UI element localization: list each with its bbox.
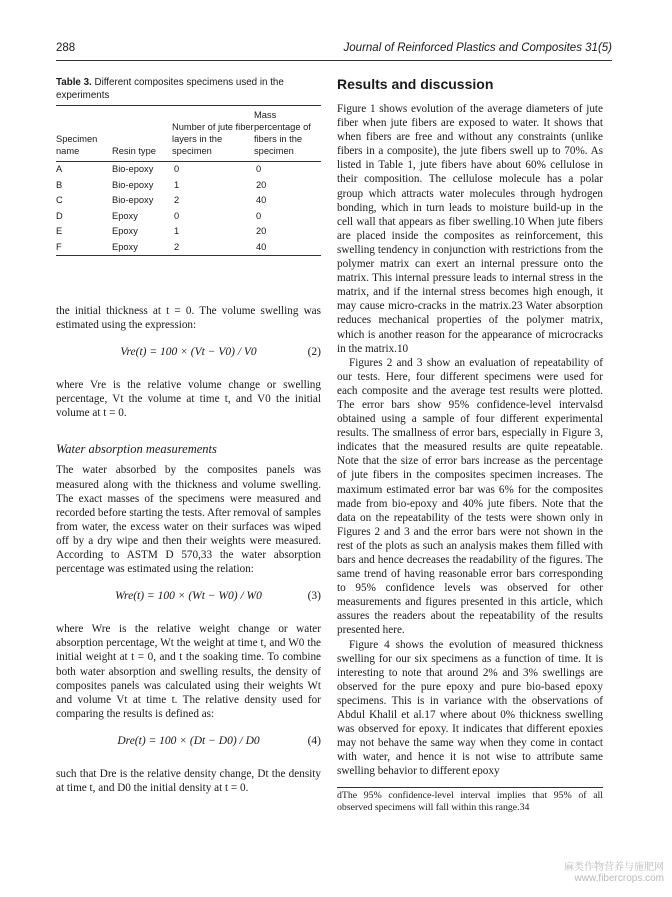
body-paragraph: where Wre is the relative weight change or water absorption percentage, Wt the weight at time t, and W0 the initial weight at t = 0, and t the soaking time. To combine both water absorption and swelling results, the density of composites panels was calculated using their weights Wt and volume Vt at time t. The relative density used for comparing the results is defined as: [56,623,321,720]
cell-specimen: A [56,164,63,174]
running-header [56,42,612,58]
cell-resin: Bio-epoxy [112,164,154,174]
equation-number: (3) [307,590,321,603]
cell-layers: 1 [174,226,180,236]
cell-resin: Bio-epoxy [112,195,154,205]
equation-number: (4) [307,734,321,747]
cell-specimen: F [56,241,62,252]
cell-mass: 40 [256,195,267,205]
body-paragraph: Figure 4 shows the evolution of measured thickness swelling for our six specimens as a function of time. It is interesting to note that around 2% and 3% swellings are observed for the pure epoxy and pure bio-based epoxy specimens. This is in variance with the observations of Abdul Khalil et al.17 where about 0% thickness swelling was observed for epoxy. It indicates that different epoxies may not behave the same way when they come in contact with water, and hence it is not wise to attribute same swelling behavior to different epoxy [337,638,603,778]
cell-specimen: C [56,195,63,205]
cell-resin: Epoxy [112,226,138,236]
right-column [337,76,603,814]
equation-expression: Vre(t) = 100 × (Vt − V0) / V0 [120,346,257,359]
table-row [56,178,321,194]
col-header-mass: Mass percentage of fibers in the specimen [254,110,311,156]
table-label: Table 3. [56,77,92,88]
table-header-row [56,106,321,162]
body-paragraph: such that Dre is the relative density change, Dt the density at time t, and D0 the initial density at t = 0. [56,767,321,794]
cell-resin: Epoxy [112,241,138,252]
cell-layers: 0 [174,210,180,221]
col-header-specimen: Specimen name [56,134,98,156]
table-row [56,209,321,225]
body-paragraph: Figure 1 shows evolution of the average diameters of jute fiber when jute fibers are exposed to water. It shows that when fibers are free and without any constraints (unlike fibers in a composite), the jute fibers swell up to 70%. As listed in Table 1, jute fibers have about 60% cellulose in their composition. The cellulose molecule has a polar group which attracts water molecules through hydrogen bonding, which in turn leads to moisture build-up in the cell wall that appears as fiber swelling.10 When jute fibers are placed inside the composites as reinforcement, this swelling tendency in conjunction with restrictions from the polymer matrix can exert an internal pressure onto the matrix. This internal pressure leads to internal stress in the matrix, and if the internal stress becomes high enough, it may cause micro-cracks in the matrix.23 Water absorption reduces mechanical properties of the polymer matrix, which is another reason for the appearance of microcracks in the matrix.10 [337,103,603,355]
table-row [56,193,321,209]
section-heading: Water absorption measurements [56,442,217,457]
cell-layers: 0 [174,164,180,174]
body-paragraph: where Vre is the relative volume change or swelling percentage, Vt the volume at time t, and V0 the initial volume at t = 0. [56,379,321,420]
equation-number: (2) [307,346,321,359]
body-paragraph: The water absorbed by the composites panels was measured along with the thickness and volume swelling. The exact masses of the specimens were measured and recorded before starting the tests. After removal of samples from water, the excess water on their surfaces was wiped off by a dry wipe and then their weights were measured. According to ASTM D 570,33 the water absorption percentage was estimated using the relation: [56,464,321,576]
cell-specimen: E [56,226,63,236]
equation-expression: Wre(t) = 100 × (Wt − W0) / W0 [115,590,262,603]
cell-resin: Epoxy [112,210,138,221]
cell-mass: 20 [256,226,267,236]
table-caption-text: Different composites specimens used in the experiments [56,77,284,101]
col-header-layers: Number of jute fiber layers in the specimen [172,122,254,156]
equation-3 [56,576,321,622]
journal-title: Journal of Reinforced Plastics and Composites 31(5) [343,42,612,54]
equation-2 [56,332,321,378]
section-heading: Results and discussion [337,76,494,92]
col-header-resin: Resin type [112,146,156,156]
cell-layers: 1 [174,179,180,190]
body-paragraph: Figures 2 and 3 show an evaluation of repeatability of our tests. Here, four different specimens were used for each composite and the average test results were plotted. The error bars show 95% confidence-level intervalsd obtained using a sample of four different experimental results. The smallness of error bars, especially in Figure 3, indicates that the measured results are quite repeatable. Note that the size of error bars increase as the percentage of jute fibers in the composites specimen increases. The maximum estimated error bar was 6% for the composites made from bio-epoxy and 40% jute fibers. Note that the data on the repeatability of the tests were shown only in Figures 2 and 3 and the error bars were not shown in the rest of the plots as such an analysis makes them filled with bars and hence decreases the readability of the figures. The same trend of having reasonable error bars corresponding to 95% confidence levels was observed for other measurements and figures presented in this article, which assures the readers about the repeatability of the results presented here. [337,356,603,637]
cell-specimen: B [56,179,63,190]
footnote: dThe 95% confidence-level interval implies that 95% of all observed specimens will fall within this range.34 [337,789,603,813]
table-caption [56,76,321,102]
cell-layers: 2 [174,241,180,252]
watermark-url: www.fibercrops.com [574,873,664,884]
left-column [56,76,321,795]
cell-mass: 40 [256,241,267,252]
table-row [56,224,321,240]
cell-resin: Bio-epoxy [112,179,154,190]
footnote-rule [337,787,603,788]
cell-mass: 0 [256,164,262,174]
header-rule [56,60,612,61]
cell-specimen: D [56,210,63,221]
page-number: 288 [56,42,76,54]
table-row [56,162,321,178]
table-row [56,240,321,256]
cell-mass: 0 [256,210,262,221]
cell-mass: 20 [256,179,267,190]
cell-layers: 2 [174,195,180,205]
equation-4 [56,721,321,767]
watermark-cn: 麻类作物营养与施肥网 [564,862,664,873]
body-paragraph: the initial thickness at t = 0. The volume swelling was estimated using the expression: [56,305,321,332]
equation-expression: Dre(t) = 100 × (Dt − D0) / D0 [117,734,260,747]
specimens-table [56,105,321,256]
